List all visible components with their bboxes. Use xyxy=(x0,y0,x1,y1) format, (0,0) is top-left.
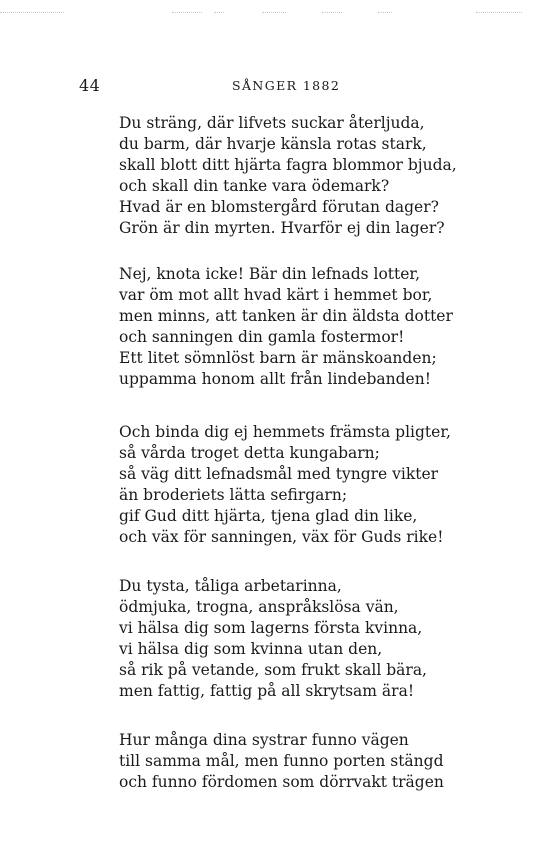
poem-line: uppamma honom allt från lindebanden! xyxy=(119,370,431,388)
page-number: 44 xyxy=(79,76,101,95)
poem-line: så väg ditt lefnadsmål med tyngre vikter xyxy=(119,465,439,483)
poem-line: än broderiets lätta sefirgarn; xyxy=(119,486,348,504)
poem-line: ödmjuka, trogna, anspråkslösa vän, xyxy=(119,598,399,616)
poem-line: vi hälsa dig som lagerns första kvinna, xyxy=(119,619,423,637)
stanza-4 xyxy=(119,576,431,702)
poem-line: och sanningen din gamla fostermor! xyxy=(119,328,405,346)
poem-line: Hur många dina systrar funno vägen xyxy=(119,731,409,749)
stanza-3 xyxy=(119,422,451,548)
stanza-2 xyxy=(119,264,453,390)
poem-line: du barm, där hvarje känsla rotas stark, xyxy=(119,135,427,153)
poem-line: Grön är din myrten. Hvarför ej din lager? xyxy=(119,219,445,237)
poem-line: och skall din tanke vara ödemark? xyxy=(119,177,390,195)
poem-line: Nej, knota icke! Bär din lefnads lotter, xyxy=(119,265,421,283)
scan-edge-artifacts xyxy=(0,12,544,18)
poem-line: var öm mot allt hvad kärt i hemmet bor, xyxy=(119,286,433,304)
poem-line: men fattig, fattig på all skrytsam ära! xyxy=(119,682,415,700)
poem-line: Du sträng, där lifvets suckar återljuda, xyxy=(119,114,425,132)
poem-line: så vårda troget detta kungabarn; xyxy=(119,444,380,462)
poem-line: och väx för sanningen, väx för Guds rike! xyxy=(119,528,444,546)
poem-line: Ett litet sömnlöst barn är mänskoanden; xyxy=(119,349,437,367)
poem-line: skall blott ditt hjärta fagra blommor bjuda, xyxy=(119,156,457,174)
poem-line: till samma mål, men funno porten stängd xyxy=(119,752,444,770)
stanza-1 xyxy=(119,113,457,239)
poem-line: så rik på vetande, som frukt skall bära, xyxy=(119,661,427,679)
poem-line: men minns, att tanken är din äldsta dotter xyxy=(119,307,453,325)
poem-line: och funno fördomen som dörrvakt trägen xyxy=(119,773,444,791)
poem-line: Hvad är en blomstergård förutan dager? xyxy=(119,198,439,216)
poem-line: Och binda dig ej hemmets främsta pligter, xyxy=(119,423,451,441)
poem-line: gif Gud ditt hjärta, tjena glad din like, xyxy=(119,507,418,525)
poem-line: vi hälsa dig som kvinna utan den, xyxy=(119,640,383,658)
stanza-5 xyxy=(119,730,444,793)
poem-line: Du tysta, tåliga arbetarinna, xyxy=(119,577,342,595)
running-head: SÅNGER 1882 xyxy=(232,78,341,93)
